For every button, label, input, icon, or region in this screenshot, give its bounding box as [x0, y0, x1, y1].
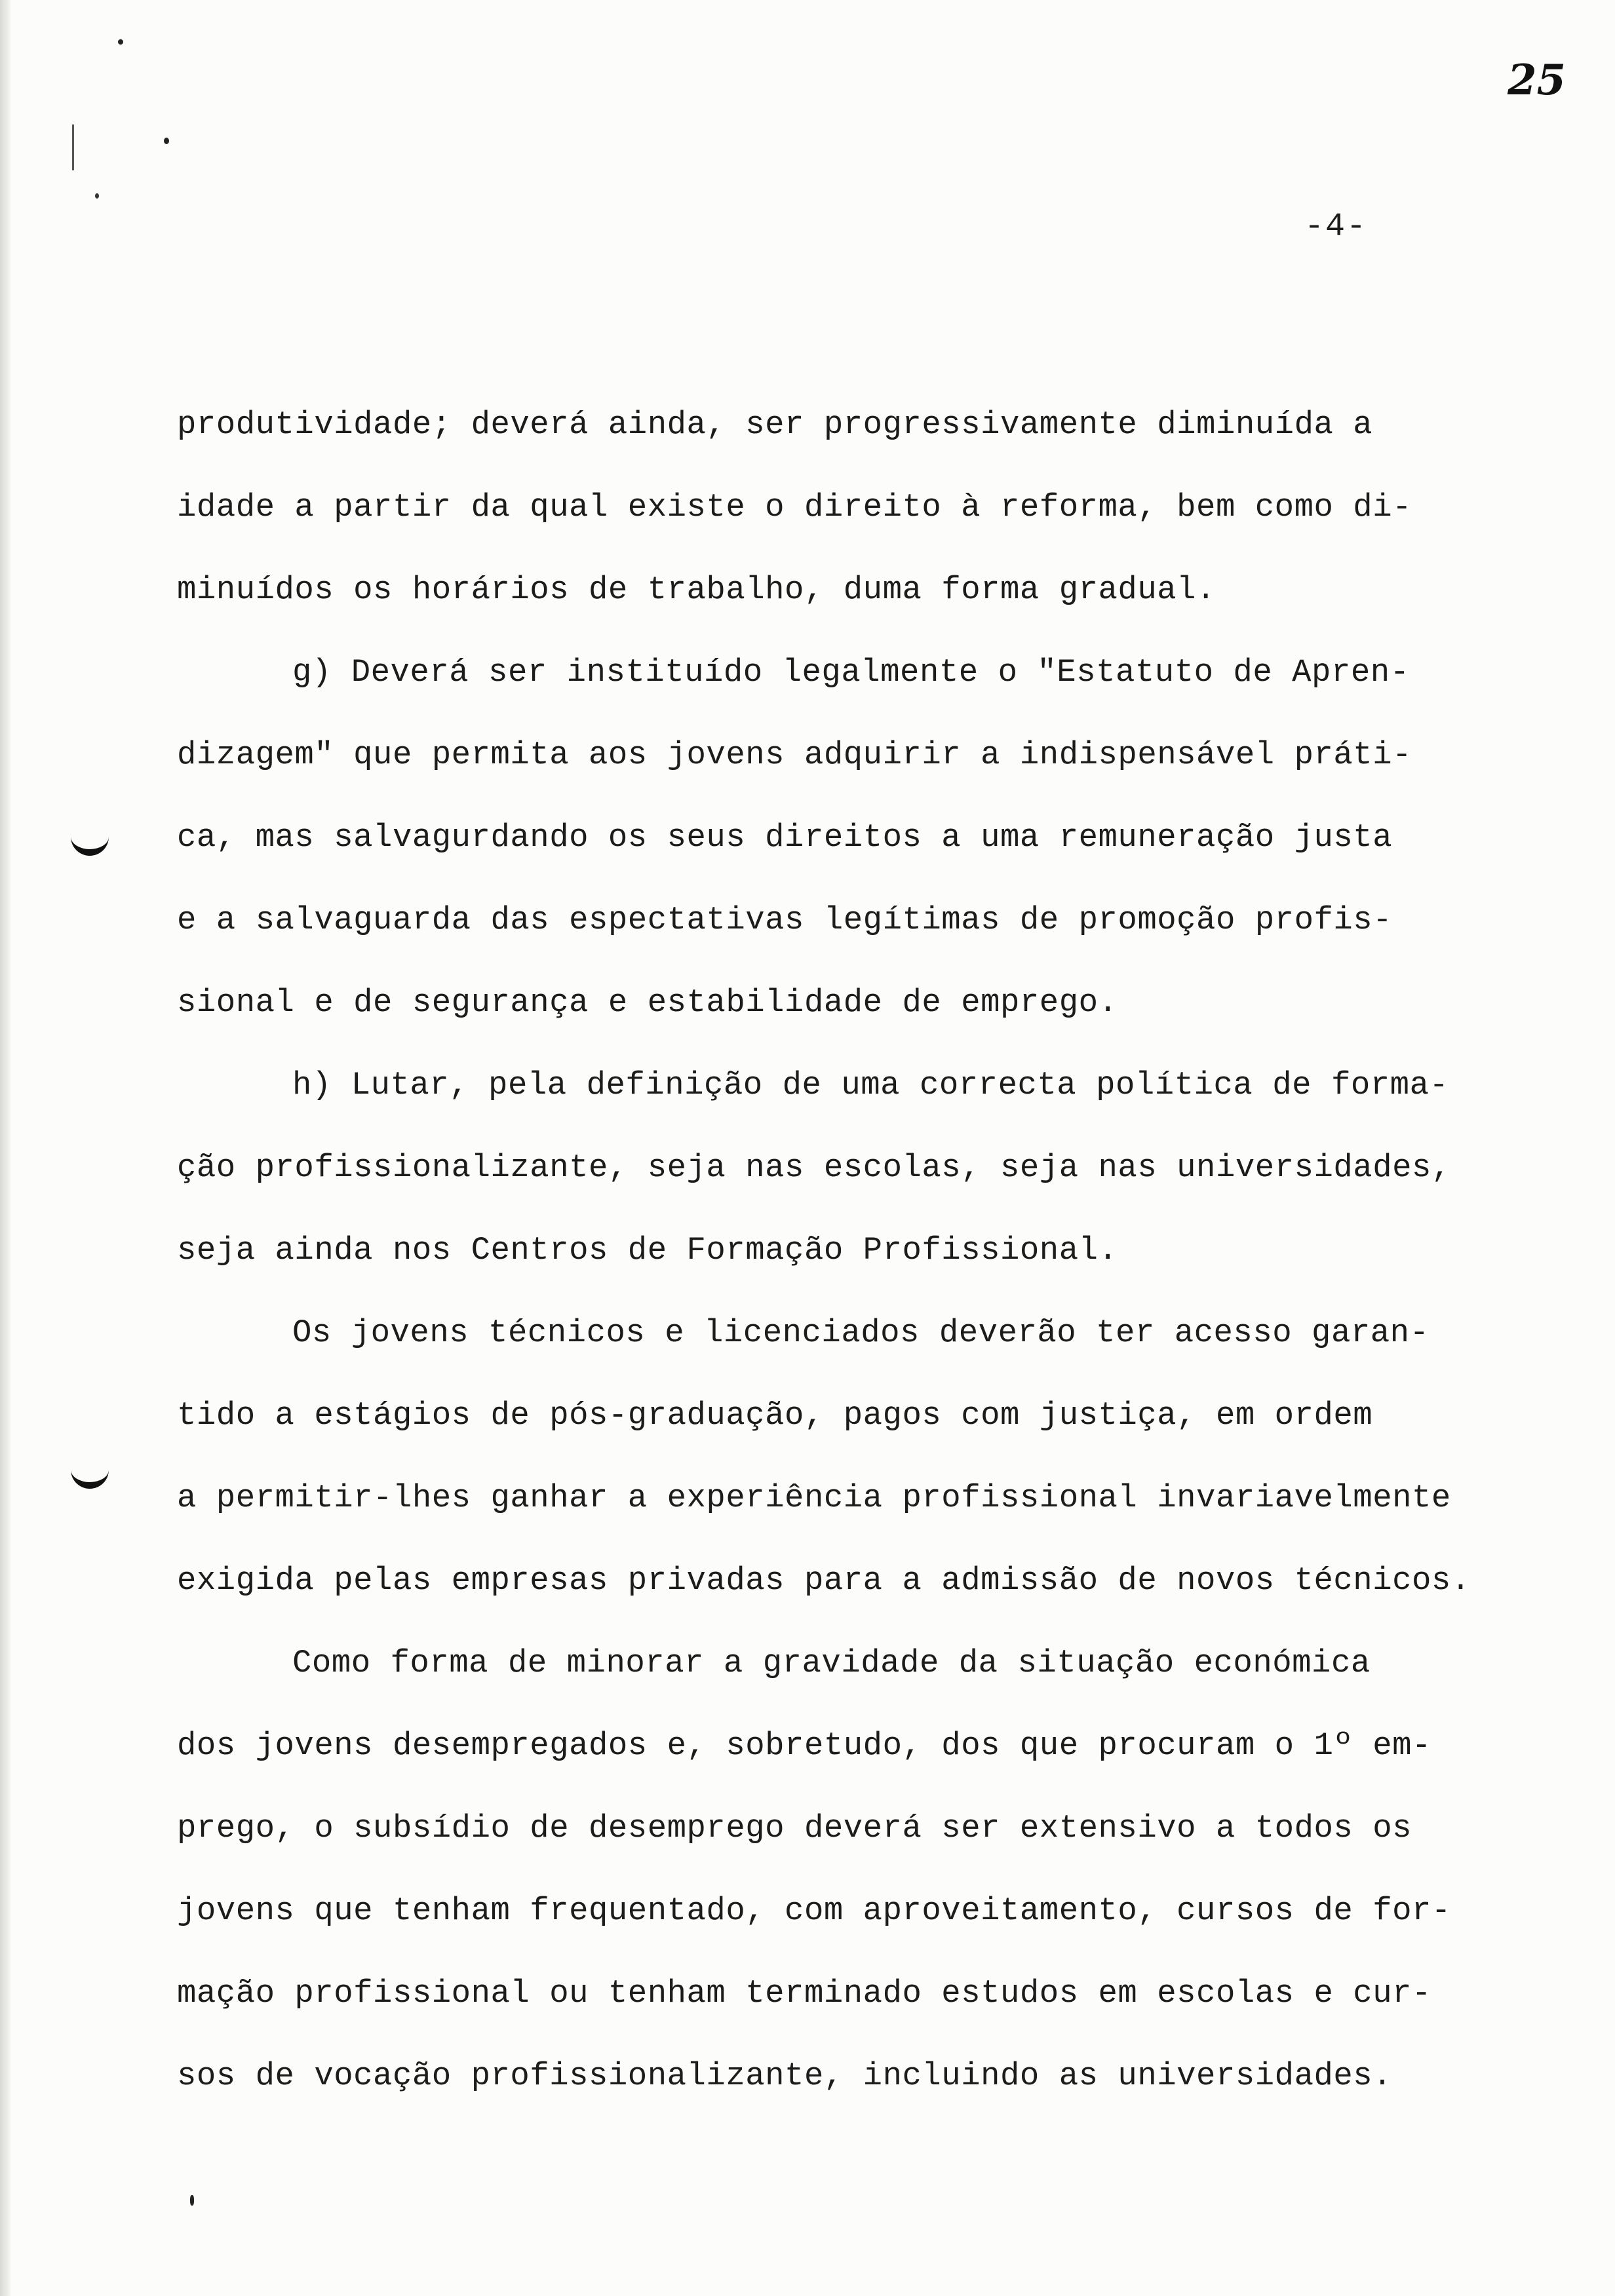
text-line: dizagem" que permita aos jovens adquirir a indispensável práti- [177, 737, 1412, 773]
punch-mark-upper [71, 827, 109, 856]
scan-speck [72, 124, 74, 170]
scan-left-edge [0, 0, 10, 2296]
text-line: produtividade; deverá ainda, ser progressivamente diminuída a [177, 406, 1373, 443]
text-line: seja ainda nos Centros de Formação Profissional. [177, 1232, 1118, 1269]
scan-speck [164, 138, 169, 144]
text-line: minuídos os horários de trabalho, duma forma gradual. [177, 571, 1216, 608]
handwritten-folio-number: 25 [1508, 56, 1566, 105]
scan-speck [95, 193, 99, 199]
text-line: ção profissionalizante, seja nas escolas, seja nas universidades, [177, 1149, 1451, 1186]
text-line: jovens que tenham frequentado, com aproveitamento, cursos de for- [177, 1892, 1451, 1929]
text-line: prego, o subsídio de desemprego deverá ser extensivo a todos os [177, 1810, 1412, 1846]
text-line: Como forma de minorar a gravidade da situação económica [292, 1645, 1371, 1681]
scan-speck [190, 2195, 194, 2206]
body-text [177, 383, 1494, 2117]
text-line: idade a partir da qual existe o direito à reforma, bem como di- [177, 489, 1412, 526]
text-line: tido a estágios de pós-graduação, pagos com justiça, em ordem [177, 1397, 1373, 1434]
text-line: h) Lutar, pela definição de uma correcta política de forma- [292, 1067, 1449, 1103]
text-line: Os jovens técnicos e licenciados deverão ter acesso garan- [292, 1314, 1430, 1351]
text-line: dos jovens desempregados e, sobretudo, dos que procuram o 1º em- [177, 1727, 1431, 1764]
text-line: exigida pelas empresas privadas para a admissão de novos técnicos. [177, 1562, 1471, 1599]
page-number: -4- [1304, 208, 1368, 246]
text-line: g) Deverá ser instituído legalmente o "Estatuto de Apren- [292, 654, 1410, 691]
text-line: a permitir-lhes ganhar a experiência profissional invariavelmente [177, 1480, 1451, 1516]
scan-speck [118, 39, 123, 45]
text-line: mação profissional ou tenham terminado estudos em escolas e cur- [177, 1975, 1431, 2012]
text-line: sos de vocação profissionalizante, incluindo as universidades. [177, 2057, 1393, 2094]
text-line: sional e de segurança e estabilidade de emprego. [177, 984, 1118, 1021]
punch-mark-lower [71, 1460, 109, 1489]
text-line: e a salvaguarda das espectativas legítimas de promoção profis- [177, 902, 1393, 938]
text-line: ca, mas salvagurdando os seus direitos a uma remuneração justa [177, 819, 1393, 856]
